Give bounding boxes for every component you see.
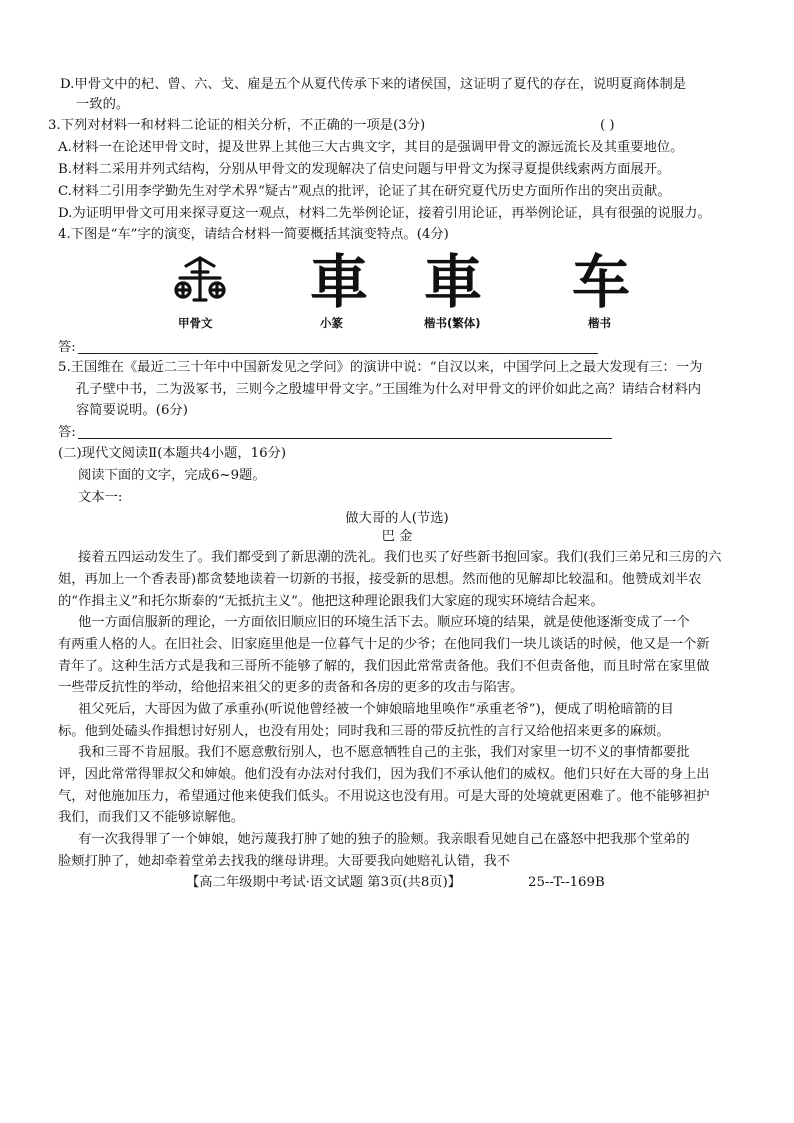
section2-heading: (二)现代文阅读Ⅱ(本题共4小题，16分) [58, 446, 287, 461]
body-line: 青年了。这种生活方式是我和三哥所不能够了解的，我们因此常常责备他。我们不但责备他，而且时常在家里做 [58, 659, 710, 674]
body-line: 接着五四运动发生了。我们都受到了新思潮的洗礼。我们也买了好些新书抱回家。我们(我们三弟兄和三房的六 [78, 550, 722, 565]
q3-option-c: C.材料二引用李学勤先生对学术界“疑古”观点的批评，论证了其在研究夏代历史方面所作出的突出贡献。 [58, 184, 671, 199]
footer-code: 25--T--169B [528, 875, 605, 890]
che-evolution-figure [162, 246, 631, 334]
body-line: 一些带反抗性的举动，给他招来祖父的更多的责备和各房的更多的攻击与陷害。 [58, 680, 524, 695]
article-author: 巴 金 [381, 529, 413, 544]
body-line: 我和三哥不肯屈服。我们不愿意敷衍别人，也不愿意牺牲自己的主张，我们对家里一切不义的事情都要批 [78, 745, 690, 760]
xiaozhuan-che-glyph: 車 [310, 248, 369, 316]
body-line: 的“作揖主义”和托尔斯泰的“无抵抗主义”。他把这种理论跟我们大家庭的现实环境结合起来。 [58, 594, 604, 609]
caption-oracle-bone: 甲骨文 [178, 316, 213, 330]
q3-stem: 3.下列对材料一和材料二论证的相关分析，不正确的一项是(3分) [48, 118, 426, 133]
q5-answer-label: 答: [58, 425, 76, 440]
body-line: 姐，再加上一个香表哥)都贪婪地读着一切新的书报，接受新的思想。然而他的见解却比较温和。他赞成刘半农 [58, 572, 702, 587]
q3-option-d: D.为证明甲骨文可用来探寻夏这一观点，材料二先举例论证，接着引用论证，再举例论证，具有很强的说服力。 [58, 206, 711, 221]
q4-answer-line[interactable] [78, 353, 598, 354]
body-line: 我们，而我们又不能够谅解他。 [58, 810, 245, 825]
article-title: 做大哥的人(节选) [345, 511, 449, 526]
q5-answer-line[interactable] [78, 438, 612, 439]
oracle-bone-che-glyph [170, 252, 230, 312]
footer-exam-info: 【高二年级期中考试·语文试题 第3页(共8页)】 [186, 875, 462, 890]
body-line: 标。他到处磕头作揖想讨好别人，也没有用处；同时我和三哥的带反抗性的言行又给他招来更多的麻烦。 [58, 724, 670, 739]
q2-option-d-line1: D.甲骨文中的杞、曾、六、戈、雇是五个从夏代传承下来的诸侯国，这证明了夏代的存在，说明夏商体制是 [60, 77, 687, 92]
caption-kaishu-simplified: 楷书 [588, 316, 611, 330]
body-line: 祖父死后，大哥因为做了承重孙(听说他曾经被一个婶娘暗地里唤作“承重老爷”)，便成了明枪暗箭的目 [78, 702, 674, 717]
kaishu-traditional-che-glyph: 車 [424, 248, 483, 316]
q5-line1: 5.王国维在《最近二三十年中中国新发见之学问》的演讲中说：“自汉以来，中国学问上之最大发现有三：一为 [58, 360, 703, 375]
q5-line3: 容简要说明。(6分) [76, 403, 188, 418]
q3-option-a: A.材料一在论述甲骨文时，提及世界上其他三大古典文字，其目的是强调甲骨文的源远流长及其重要地位。 [58, 140, 684, 155]
body-line: 有一次我得罪了一个婶娘，她污蔑我打肿了她的独子的脸颊。我亲眼看见她自己在盛怒中把我那个堂弟的 [78, 832, 690, 847]
caption-xiaozhuan: 小篆 [320, 316, 343, 330]
text1-label: 文本一: [78, 490, 123, 505]
q5-line2: 孔子壁中书，二为汲冢书，三则今之殷墟甲骨文字。”王国维为什么对甲骨文的评价如此之高？请结合材料内 [76, 382, 702, 397]
kaishu-simplified-che-glyph: 车 [572, 248, 631, 316]
q4-stem: 4.下图是“车”字的演变，请结合材料一简要概括其演变特点。(4分) [58, 227, 449, 242]
body-line: 他一方面信服新的理论，一方面依旧顺应旧的环境生活下去。顺应环境的结果，就是使他逐渐变成了一个 [78, 615, 690, 630]
q3-answer-bracket: ( ) [600, 118, 615, 133]
q4-answer-label: 答: [58, 340, 76, 355]
body-line: 评，因此常常得罪叔父和婶娘。他们没有办法对付我们，因为我们不承认他们的威权。他们只好在大哥的身上出 [58, 767, 710, 782]
body-line: 有两重人格的人。在旧社会、旧家庭里他是一位暮气十足的少爷；在他同我们一块儿谈话的时候，他又是一个新 [58, 637, 710, 652]
caption-kaishu-traditional: 楷书(繁体) [424, 316, 481, 330]
section2-instruction: 阅读下面的文字，完成6~9题。 [78, 468, 266, 483]
body-line: 脸颊打肿了，她却牵着堂弟去找我的继母讲理。大哥要我向她赔礼认错，我不 [58, 854, 511, 869]
q2-option-d-line2: 一致的。 [76, 97, 130, 112]
body-line: 气，对他施加压力，希望通过他来使我们低头。不用说这也没有用。可是大哥的处境就更困难了。他不能够袒护 [58, 789, 710, 804]
q3-option-b: B.材料二采用并列式结构，分别从甲骨文的发现解决了信史问题与甲骨文为探寻夏提供线索两方面展开。 [58, 162, 671, 177]
